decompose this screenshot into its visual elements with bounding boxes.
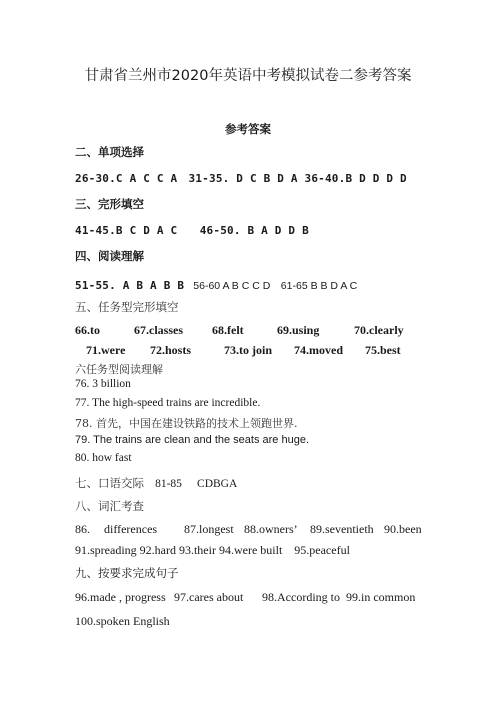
- vocabulary-answer-87: 87.longest: [184, 522, 234, 536]
- task-cloze-answer-67: 67.classes: [134, 323, 183, 337]
- task-cloze-answer-74: 74.moved: [294, 343, 343, 357]
- vocabulary-answer-88: 88.owners’: [244, 522, 298, 536]
- section-single-choice-heading: 二、单项选择: [75, 145, 144, 159]
- task-cloze-answer-68: 68.felt: [212, 323, 244, 337]
- reading-answers-56-65: 56-60 A B C C D 61-65 B B D A C: [193, 280, 358, 292]
- task-reading-answer-79: 79. The trains are clean and the seats are huge.: [75, 434, 310, 446]
- section-oral-communication: [75, 472, 237, 491]
- task-reading-answer-76: 76. 3 billion: [75, 378, 131, 390]
- task-cloze-answer-70: 70.clearly: [354, 323, 404, 337]
- cloze-answers: 41-45.B C D A C 46-50. B A D D B: [75, 224, 309, 237]
- section-task-reading-heading: 六任务型阅读理解: [75, 363, 163, 376]
- sentence-answer-98: 98.According to: [262, 590, 340, 604]
- task-cloze-answer-71: 71.were: [86, 343, 126, 357]
- sentence-answer-100: 100.spoken English: [75, 614, 170, 628]
- vocabulary-answer-86: differences: [104, 522, 158, 536]
- task-reading-answer-80: 80. how fast: [75, 452, 132, 464]
- vocabulary-answer-90: 90.been: [384, 522, 422, 536]
- task-reading-answer-77: 77. The high-speed trains are incredible.: [75, 397, 261, 409]
- sentence-answer-96: 96.made , progress: [75, 590, 166, 604]
- oral-communication-range: 81-85: [155, 478, 182, 490]
- task-cloze-answer-73: 73.to join: [224, 343, 272, 357]
- sentence-answer-99: 99.in common: [346, 590, 416, 604]
- section-sentence-completion-heading: 九、按要求完成句子: [75, 566, 179, 580]
- oral-communication-answers: CDBGA: [197, 478, 238, 490]
- section-cloze-heading: 三、完形填空: [75, 197, 144, 211]
- reading-answers-51-55: 51-55. A B A B B: [75, 279, 185, 292]
- task-reading-answer-78: 78. 首先，中国在建设铁路的技术上领跑世界.: [75, 417, 298, 430]
- section-vocabulary-heading: 八、词汇考查: [75, 499, 144, 513]
- document-title: 甘肃省兰州市2020年英语中考模拟试卷二参考答案: [84, 68, 412, 84]
- task-cloze-answer-69: 69.using: [277, 323, 320, 337]
- task-cloze-answer-72: 72.hosts: [150, 343, 192, 357]
- vocabulary-answers-91-95: 91.spreading 92.hard 93.their 94.were built 95.peaceful: [75, 543, 350, 557]
- vocabulary-answer-89: 89.seventieth: [310, 522, 374, 536]
- answer-key-subtitle: 参考答案: [225, 122, 271, 136]
- section-reading-heading: 四、阅读理解: [75, 249, 144, 263]
- vocabulary-answer-86-num: 86.: [75, 522, 90, 536]
- single-choice-answers: 26-30.C A C C A 31-35. D C B D A 36-40.B D D D D: [75, 172, 407, 185]
- sentence-answer-97: 97.cares about: [174, 590, 244, 604]
- oral-communication-heading: 七、口语交际: [75, 476, 144, 490]
- task-cloze-answer-66: 66.to: [75, 323, 100, 337]
- task-cloze-answer-75: 75.best: [365, 343, 401, 357]
- section-task-cloze-heading: 五、任务型完形填空: [75, 300, 179, 314]
- reading-answers: [75, 274, 357, 293]
